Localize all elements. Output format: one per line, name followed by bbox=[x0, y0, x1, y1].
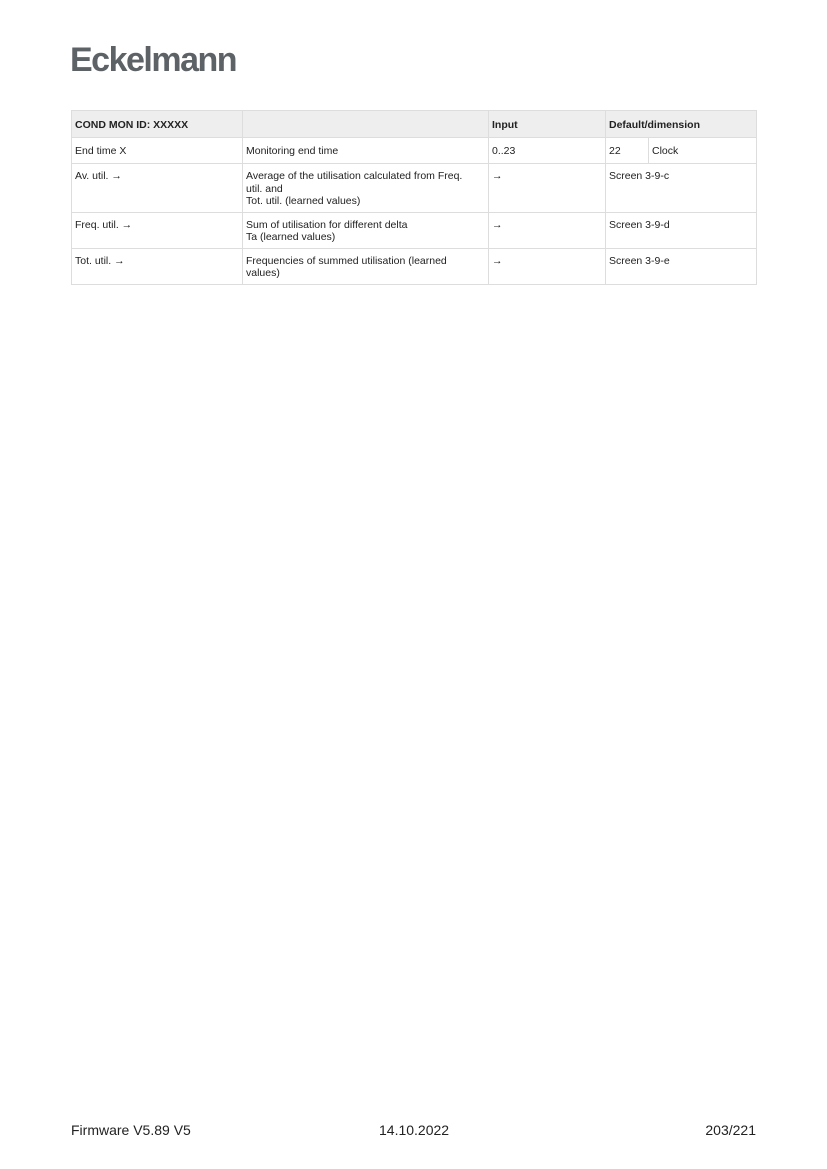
param-description: Frequencies of summed utilisation (learned values) bbox=[243, 248, 489, 284]
param-description: Average of the utilisation calculated from Freq. util. and Tot. util. (learned values) bbox=[243, 164, 489, 213]
table-row bbox=[72, 212, 757, 248]
param-default-link: Screen 3-9-d bbox=[606, 212, 757, 248]
param-dimension: Clock bbox=[649, 138, 757, 164]
param-default-link: Screen 3-9-c bbox=[606, 164, 757, 213]
footer-firmware: Firmware V5.89 V5 bbox=[71, 1122, 191, 1138]
param-input: → bbox=[489, 164, 606, 213]
table-row bbox=[72, 164, 757, 213]
header-input: Input bbox=[489, 111, 606, 138]
eckelmann-logo: Eckelmann bbox=[70, 41, 237, 79]
param-default-link: Screen 3-9-e bbox=[606, 248, 757, 284]
footer-date: 14.10.2022 bbox=[379, 1122, 450, 1138]
header-name: COND MON ID: XXXXX bbox=[72, 111, 243, 138]
parameter-table bbox=[71, 110, 757, 285]
param-name: Av. util. → bbox=[72, 164, 243, 213]
table-row bbox=[72, 248, 757, 284]
param-name: End time X bbox=[72, 138, 243, 164]
param-input: → bbox=[489, 248, 606, 284]
param-input: → bbox=[489, 212, 606, 248]
param-name: Tot. util. → bbox=[72, 248, 243, 284]
param-input: 0..23 bbox=[489, 138, 606, 164]
param-default: 22 bbox=[606, 138, 649, 164]
table-row bbox=[72, 138, 757, 164]
param-description: Monitoring end time bbox=[243, 138, 489, 164]
footer-page-number: 203/221 bbox=[705, 1122, 756, 1138]
header-description bbox=[243, 111, 489, 138]
param-description: Sum of utilisation for different delta Ta (learned values) bbox=[243, 212, 489, 248]
table-header-row bbox=[72, 111, 757, 138]
header-default-dimension: Default/dimension bbox=[606, 111, 757, 138]
param-name: Freq. util. → bbox=[72, 212, 243, 248]
